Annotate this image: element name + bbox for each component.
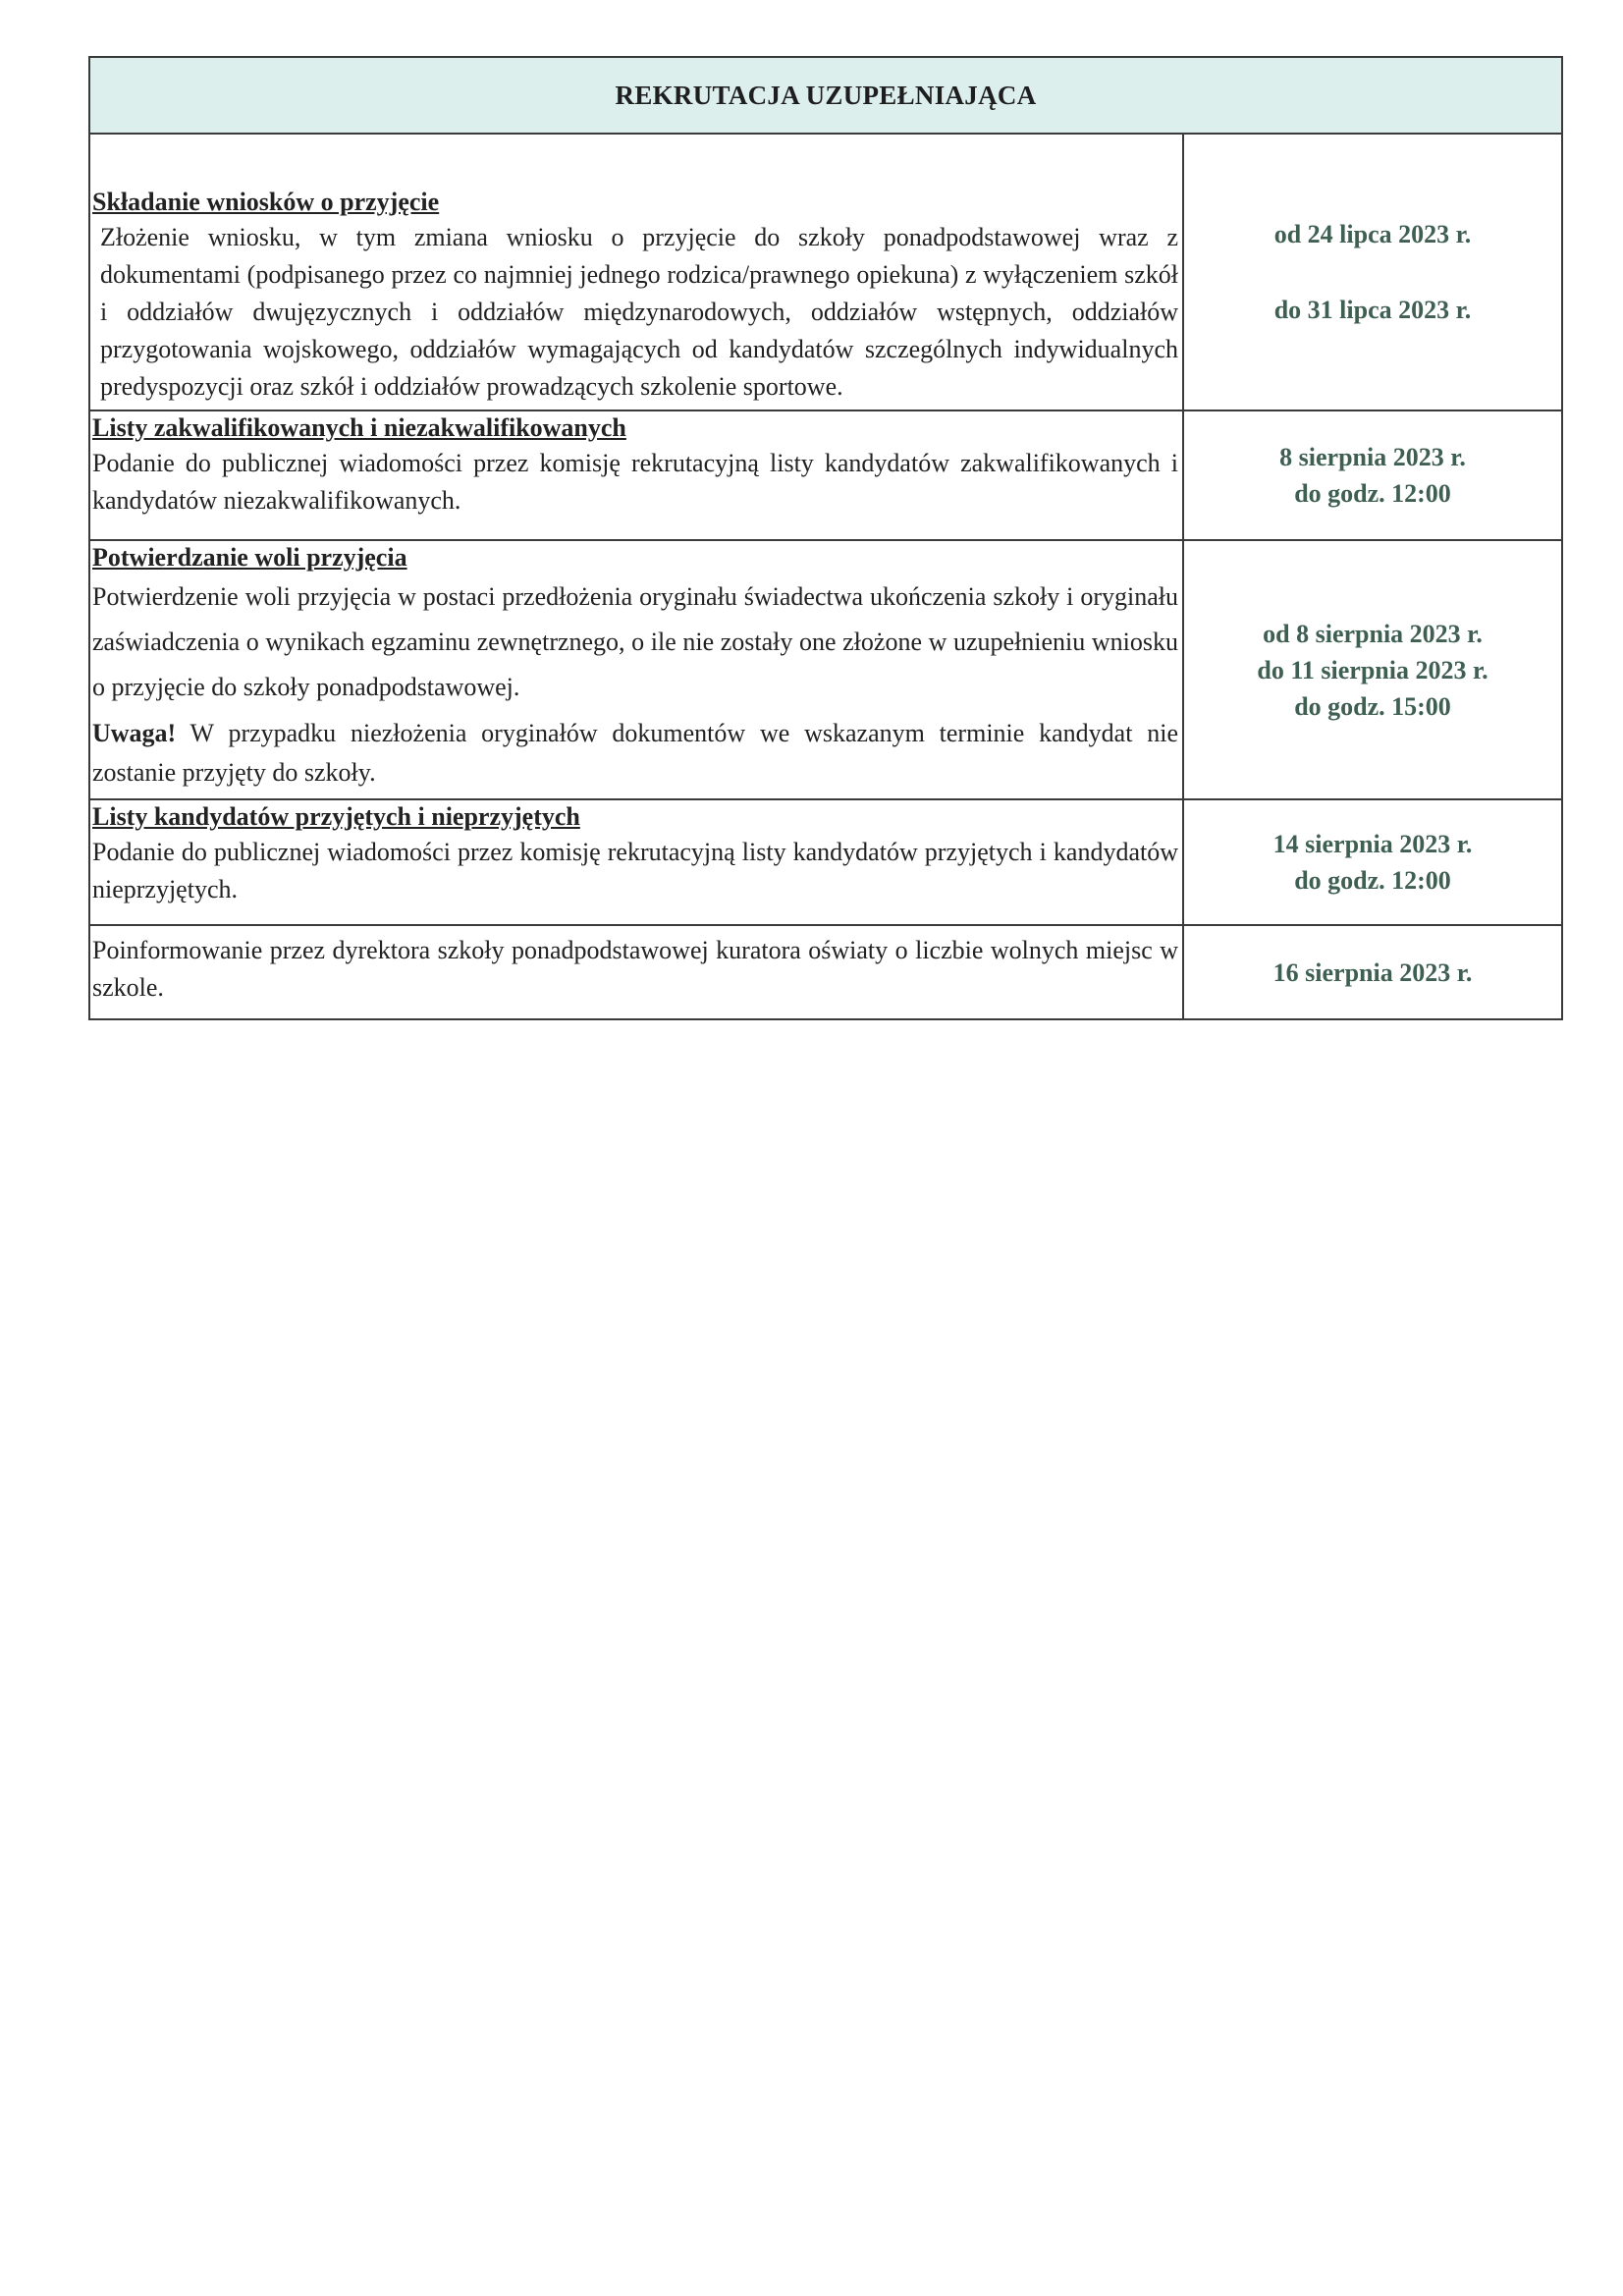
recruitment-schedule-table — [88, 56, 1563, 1020]
date-line: 14 sierpnia 2023 r. — [1272, 830, 1473, 858]
stage-description — [89, 925, 1183, 1019]
table-header-row — [89, 57, 1562, 134]
date-line: do godz. 12:00 — [1294, 479, 1451, 508]
date-line: 16 sierpnia 2023 r. — [1272, 957, 1473, 987]
table-row — [89, 540, 1562, 799]
table-header: REKRUTACJA UZUPEŁNIAJĄCA — [89, 57, 1562, 134]
stage-title: Składanie wniosków o przyjęcie — [92, 188, 440, 216]
stage-description — [89, 799, 1183, 925]
note-text: W przypadku niezłożenia oryginałów dokumentów we wskazanym terminie kandydat nie zostanie przyjęty do szkoły. — [92, 719, 1178, 787]
date-line: od 24 lipca 2023 r. — [1273, 220, 1472, 248]
stage-date — [1183, 134, 1562, 410]
table-row — [89, 134, 1562, 410]
date-line: od 8 sierpnia 2023 r. — [1263, 619, 1483, 648]
stage-text: Podanie do publicznej wiadomości przez komisję rekrutacyjną listy kandydatów przyjętych i kandydatów nieprzyjętych. — [92, 838, 1178, 903]
table-row — [89, 410, 1562, 540]
stage-note — [92, 714, 1178, 793]
date-line: do 11 sierpnia 2023 r. — [1257, 655, 1488, 684]
stage-text: Potwierdzenie woli przyjęcia w postaci przedłożenia oryginału świadectwa ukończenia szkoły i oryginału zaświadczenia o wynikach egzaminu zewnętrznego, o ile nie zostały one złożone w uzupełnieniu wniosku o przyjęcie do szkoły ponadpodstawowej. — [92, 582, 1178, 701]
stage-date — [1183, 925, 1562, 1019]
stage-date — [1183, 410, 1562, 540]
stage-title: Potwierdzanie woli przyjęcia — [92, 543, 407, 572]
date-line: do godz. 12:00 — [1294, 866, 1451, 895]
table-row — [89, 799, 1562, 925]
table-row — [89, 925, 1562, 1019]
date-line: do 31 lipca 2023 r. — [1273, 296, 1472, 324]
stage-title: Listy zakwalifikowanych i niezakwalifikowanych — [92, 413, 626, 442]
stage-text: Złożenie wniosku, w tym zmiana wniosku o przyjęcie do szkoły ponadpodstawowej wraz z dokumentami (podpisanego przez co najmniej jednego rodzica/prawnego opiekuna) z wyłączeniem szkół i oddziałów dwujęzycznych i oddziałów międzynarodowych, oddziałów wstępnych, oddziałów przygotowania wojskowego, oddziałów wymagających od kandydatów szczególnych indywidualnych predyspozycji oraz szkół i oddziałów prowadzących szkolenie sportowe. — [100, 223, 1178, 401]
stage-text: Poinformowanie przez dyrektora szkoły ponadpodstawowej kuratora oświaty o liczbie wolnych miejsc w szkole. — [92, 936, 1178, 1002]
stage-title: Listy kandydatów przyjętych i nieprzyjętych — [92, 802, 580, 831]
stage-description — [89, 540, 1183, 799]
date-line: do godz. 15:00 — [1294, 691, 1451, 721]
date-spacer — [1184, 252, 1561, 292]
note-label: Uwaga! — [92, 719, 177, 747]
date-line: 8 sierpnia 2023 r. — [1279, 443, 1466, 471]
stage-date — [1183, 540, 1562, 799]
stage-description — [89, 410, 1183, 540]
stage-text: Podanie do publicznej wiadomości przez komisję rekrutacyjną listy kandydatów zakwalifikowanych i kandydatów niezakwalifikowanych. — [92, 449, 1178, 515]
stage-date — [1183, 799, 1562, 925]
stage-description — [89, 134, 1183, 410]
